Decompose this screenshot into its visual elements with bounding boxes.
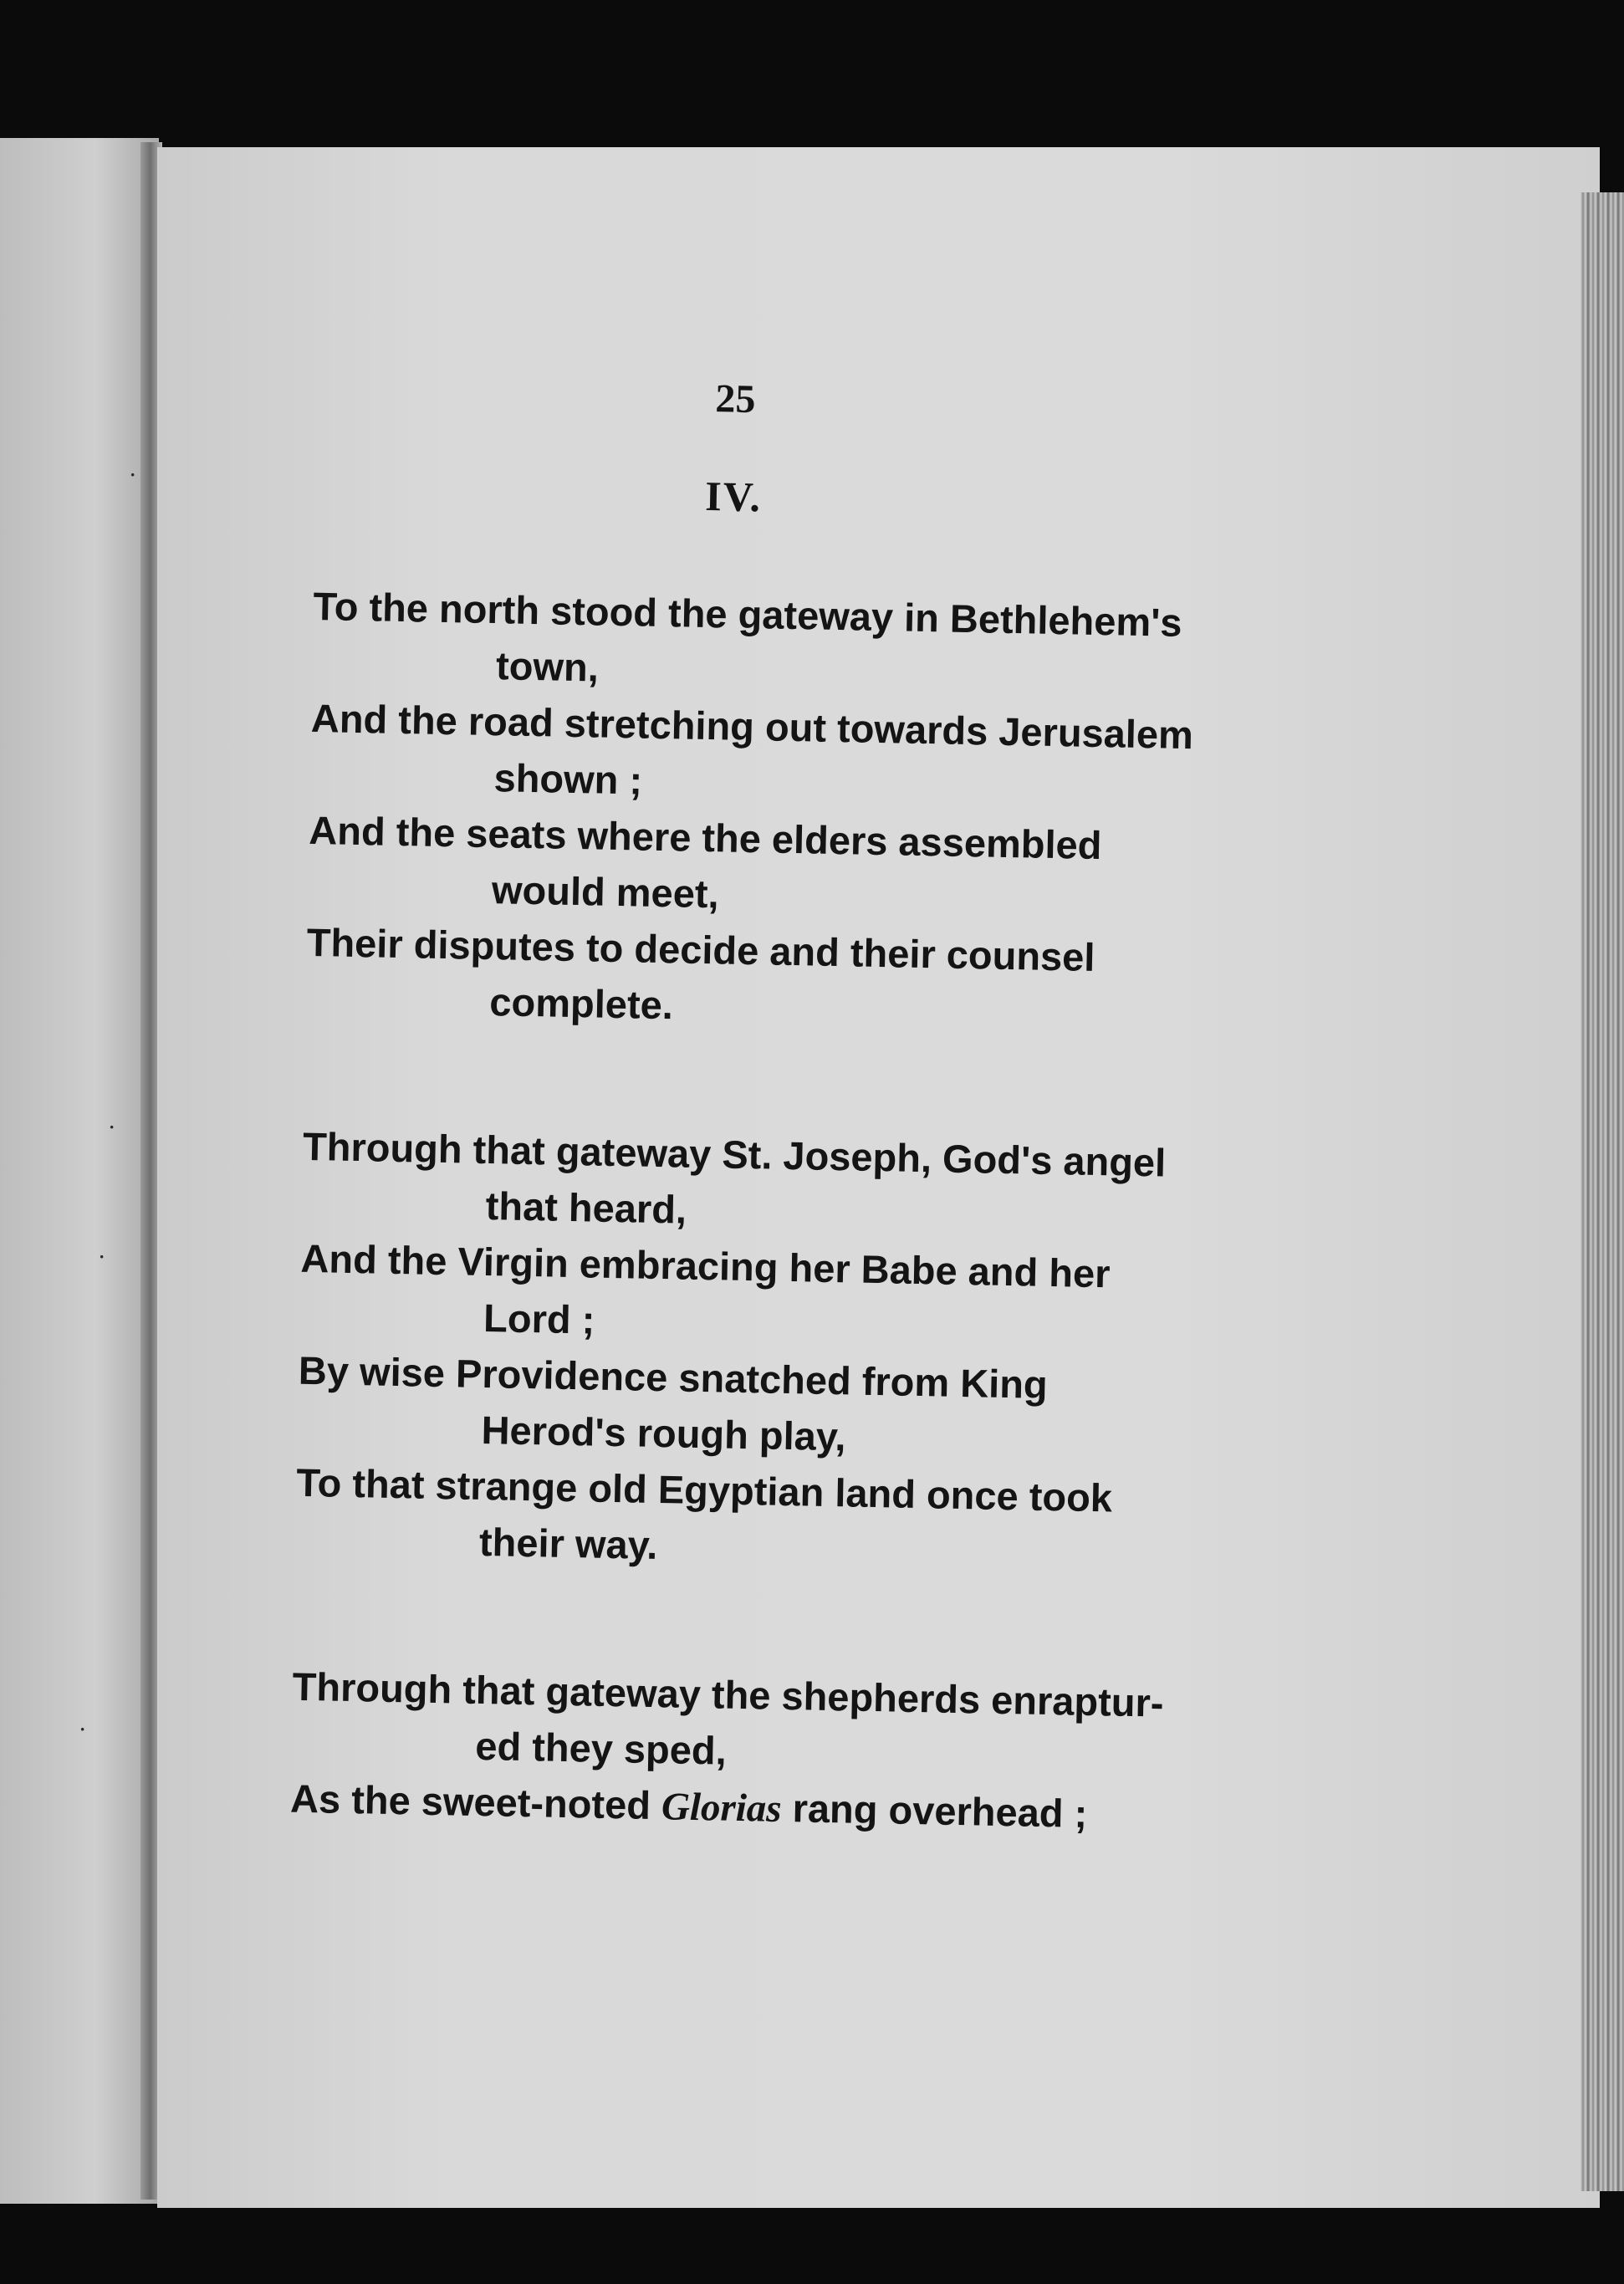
verse-line-continuation: that heard,: [485, 1183, 687, 1232]
verse-line: To that strange old Egyptian land once took: [295, 1459, 1113, 1520]
section-heading: IV.: [704, 472, 763, 521]
verse-line-continuation: their way.: [478, 1519, 658, 1568]
verse-line: And the road stretching out towards Jerusalem: [310, 695, 1194, 758]
verse-text: As the sweet-noted: [289, 1776, 662, 1828]
verse-text: rang overhead ;: [781, 1785, 1088, 1836]
bottom-shadow: [0, 2208, 1624, 2284]
margin-speck: ·: [109, 1116, 115, 1137]
page-number: 25: [714, 376, 756, 422]
margin-speck: ·: [79, 1719, 86, 1740]
page-edge-stack: [1581, 192, 1624, 2191]
verse-line: Through that gateway the shepherds enraptur-: [292, 1663, 1165, 1725]
stanza: [294, 1118, 1331, 1587]
italic-word: Glorias: [661, 1785, 783, 1831]
stanza: [305, 578, 1342, 1046]
verse-line: And the Virgin embracing her Babe and her: [300, 1235, 1111, 1296]
verse-line: To the north stood the gateway in Bethlehem's: [313, 583, 1183, 645]
stanza: [289, 1658, 1321, 1848]
verse-line-continuation: Herod's rough play,: [481, 1407, 847, 1459]
verse-line: Through that gateway St. Joseph, God's angel: [302, 1123, 1167, 1185]
margin-speck: ·: [130, 464, 136, 485]
margin-speck: ·: [99, 1246, 105, 1267]
verse-line: Their disputes to decide and their counsel: [306, 919, 1095, 979]
verse-line-continuation: ed they sped,: [474, 1723, 728, 1773]
page-content: [288, 368, 1346, 1939]
verse-line-continuation: Lord ;: [483, 1295, 595, 1342]
verse-line-continuation: shown ;: [493, 755, 643, 803]
verse-line-continuation: complete.: [488, 979, 674, 1028]
verse-line: And the seats where the elders assembled: [308, 807, 1102, 868]
verse-line-continuation: would meet,: [491, 867, 720, 917]
verse-line-continuation: town,: [495, 643, 600, 690]
left-page-edge: [0, 138, 159, 2204]
verse-line: By wise Providence snatched from King: [298, 1347, 1049, 1407]
